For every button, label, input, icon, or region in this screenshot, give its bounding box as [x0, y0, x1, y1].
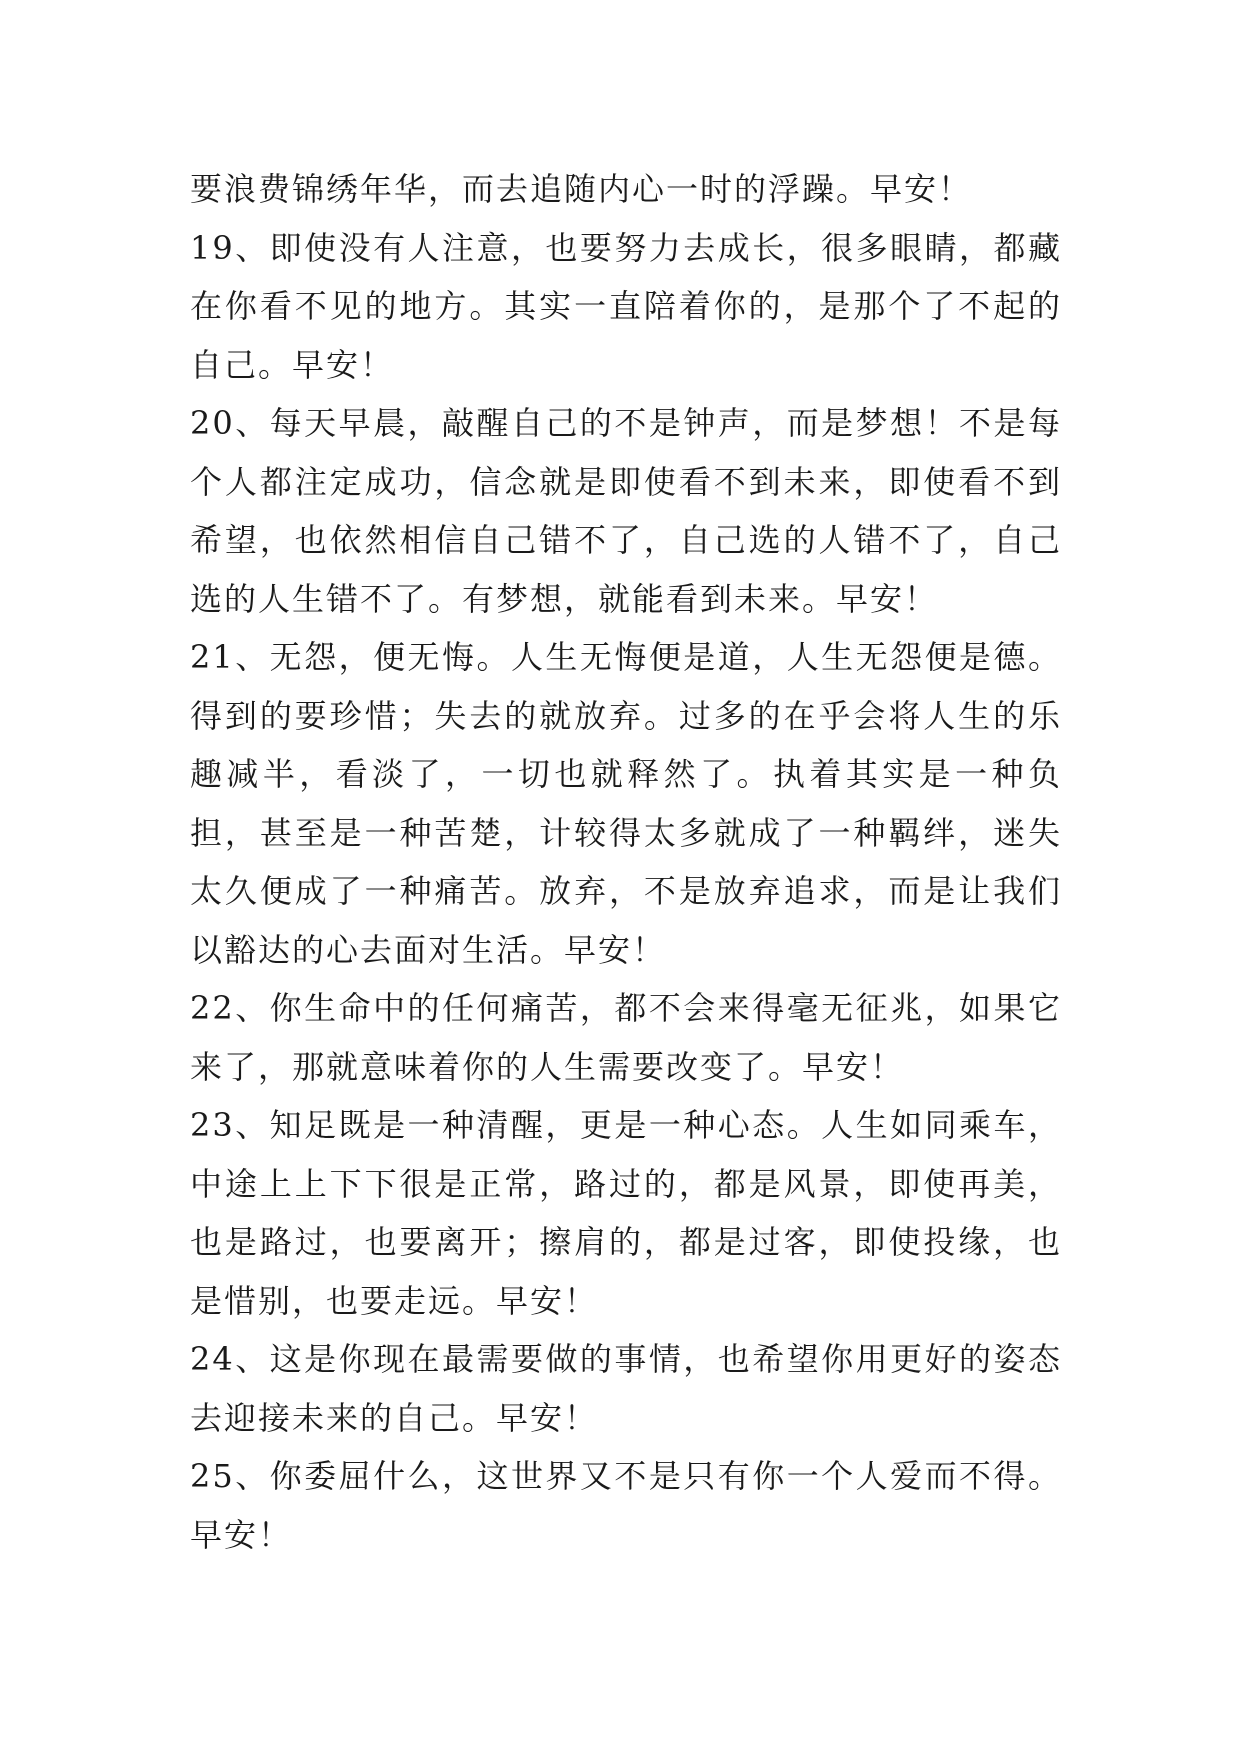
paragraph-22: 22、你生命中的任何痛苦，都不会来得毫无征兆，如果它来了，那就意味着你的人生需要改变了。早安！ — [190, 989, 1062, 1086]
paragraph-21: 21、无怨，便无悔。人生无悔便是道，人生无怨便是德。得到的要珍惜；失去的就放弃。过多的在乎会将人生的乐趣减半，看淡了，一切也就释然了。执着其实是一种负担，甚至是一种苦楚，计较得太多就成了一种羁绊，迷失太久便成了一种痛苦。放弃，不是放弃追求，而是让我们以豁达的心去面对生活。早安！ — [190, 638, 1062, 969]
paragraph-25: 25、你委屈什么，这世界又不是只有你一个人爱而不得。早安！ — [190, 1457, 1062, 1554]
paragraph-19: 19、即使没有人注意，也要努力去成长，很多眼睛，都藏在你看不见的地方。其实一直陪着你的，是那个了不起的自己。早安！ — [190, 228, 1062, 384]
paragraph-20: 20、每天早晨，敲醒自己的不是钟声，而是梦想！不是每个人都注定成功，信念就是即使看不到未来，即使看不到希望，也依然相信自己错不了，自己选的人错不了，自己选的人生错不了。有梦想，就能看到未来。早安！ — [190, 404, 1062, 618]
paragraph-23: 23、知足既是一种清醒，更是一种心态。人生如同乘车，中途上上下下很是正常，路过的，都是风景，即使再美，也是路过，也要离开；擦肩的，都是过客，即使投缘，也是惜别，也要走远。早安！ — [190, 1106, 1062, 1320]
paragraph-continuation: 要浪费锦绣年华，而去追随内心一时的浮躁。早安！ — [190, 170, 973, 208]
document-body — [190, 160, 1062, 1564]
paragraph-24: 24、这是你现在最需要做的事情，也希望你用更好的姿态去迎接未来的自己。早安！ — [190, 1340, 1062, 1437]
